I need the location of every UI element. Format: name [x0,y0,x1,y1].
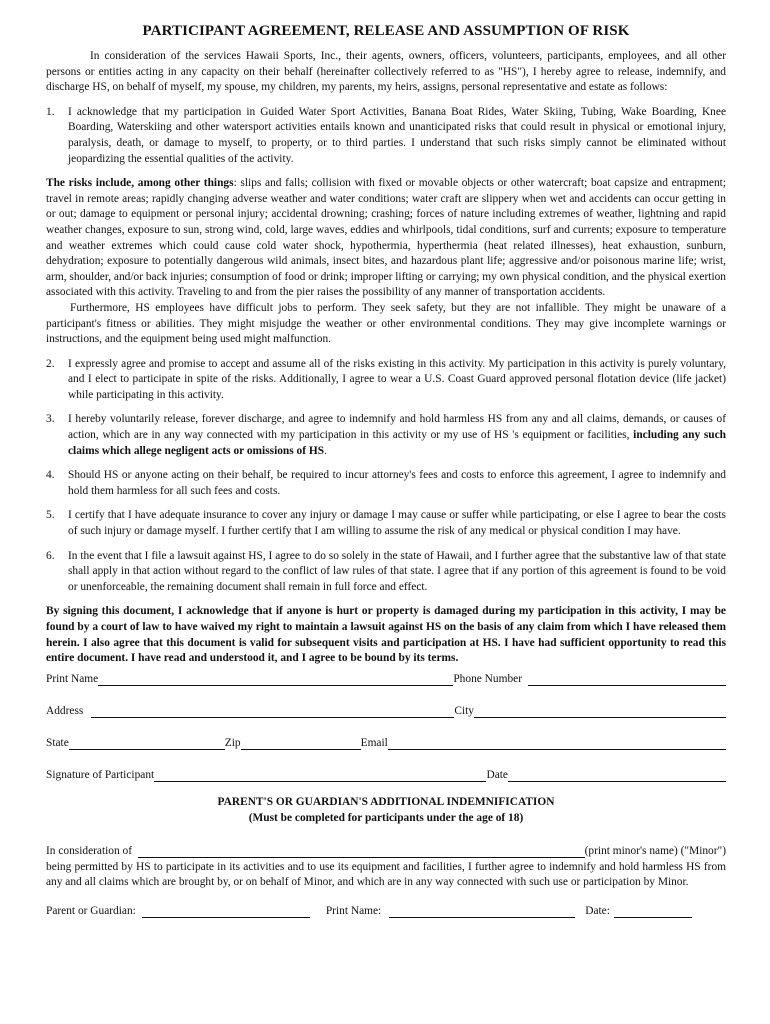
minor-name-field[interactable] [138,845,585,858]
row-state-zip-email [46,736,726,752]
print-name-label: Print Name [46,673,99,686]
zip-label: Zip [224,737,241,750]
clause-number: 3. [46,413,55,426]
row-minor-name [46,844,726,860]
risks-lead: The risks include, among other things [46,177,234,190]
state-label: State [46,737,69,750]
document-title: PARTICIPANT AGREEMENT, RELEASE AND ASSUMPTION OF RISK [142,23,630,39]
email-field[interactable] [388,737,726,750]
city-label: City [454,705,474,718]
phone-number-label: Phone Number [453,673,522,686]
date-label: Date [486,769,508,782]
parent-section-subheading: (Must be completed for participants under the age of 18) [248,811,524,824]
clause-number: 4. [46,469,55,482]
signature-field[interactable] [154,769,486,782]
consideration-lead: In consideration of [46,845,133,858]
clause-text: In the event that I file a lawsuit against HS, I agree to do so solely in the state of Hawaii, and I further agree that the substantive law of that state shall apply in that action without regard to the conflict of law rules of that state. I agree that if any portion of this agreement is found to be void or unenforceable, the remaining document shall remain in full force and effect. [68,549,726,593]
city-field[interactable] [474,705,726,718]
parent-guardian-field[interactable] [142,905,310,918]
clause-text: Should HS or anyone acting on their behalf, be required to incur attorney's fees and costs to enforce this agreement, I agree to indemnify and hold them harmless for all such fees and costs. [68,469,726,497]
clause-number: 5. [46,509,55,522]
date-field[interactable] [508,769,726,782]
furthermore-paragraph: Furthermore, HS employees have difficult jobs to perform. They seek safety, but they are not infallible. They might be unaware of a participant's fitness or abilities. They might misjudge the weather or other environmental conditions. They may give incomplete warnings or instructions, and the equipment being used might malfunction. [46,301,726,346]
email-label: Email [360,737,388,750]
phone-number-field[interactable] [528,673,726,686]
parent-indemnification-text: being permitted by HS to participate in its activities and to use its equipment and facilities, I further agree to indemnify and hold harmless HS from any and all claims which are brought by, or on behalf of Minor, and which are in any way connected with such use or participation by Minor. [46,860,726,889]
clause-3-bold: including any such claims which allege negligent acts or omissions of HS [68,429,726,457]
clause-text: I expressly agree and promise to accept and assume all of the risks existing in this activity. My participation in this activity is purely voluntary, and I elect to participate in spite of the risks. Additionally, I agree to wear a U.S. Coast Guard approved personal flotation device (life jacket) while participating in this activity. [68,357,726,401]
clause-6 [46,549,726,596]
parent-print-name-label: Print Name: [325,905,382,918]
clause-text: I certify that I have adequate insurance to cover any injury or damage I may cause or suffer while participating, or else I agree to bear the costs of such injury or damage myself. I further certify that I am willing to assume the risk of any medical or physical condition I may have. [68,509,726,538]
clause-text [68,412,726,459]
row-signature-date [46,768,726,784]
clause-text: I acknowledge that my participation in Guided Water Sport Activities, Banana Boat Rides, Water Skiing, Tubing, Wake Boarding, Knee Boarding, Waterskiing and other watersport activities entails known and unanticipated risks that could result in physical or emotional injury, paralysis, death, or damage to myself, to property, or to third parties. I understand that such risks simply cannot be eliminated without jeopardizing the essential qualities of the activity. [68,105,726,165]
row-parent-signature [46,904,726,920]
address-field[interactable] [91,705,454,718]
risks-text: : slips and falls; collision with fixed or movable objects or other watercraft; boat capsize and entrapment; travel in remote areas; rapidly changing adverse weather and water conditions; water craft are slippery when wet and accidents can occur getting in or out; damage to equipment or personal injury; accidental drowning; crashing; forces of nature including extremes of weather, lightning and rapid weather changes, exposure to sun, strong wind, cold, large waves, eddies and whirlpools, tidal conditions, surf and currents; exposure to temperature and weather extremes which could cause cold water shock, hypothermia, hyperthermia (heat related illnesses), heat exhaustion, sunburn, dehydration; exposure to potentially dangerous wild animals, insect bites, and hazardous plant life; aggressive and/or poisonous marine life; wrist, arm, shoulder, and/or back injuries; consumption of food or drink; improper lifting or carrying; my own physical condition, and the physical exertion associated with this activity. Traveling to and from the pier raises the possibility of any manner of transportation accidents. [46,177,727,299]
parent-date-label: Date: [585,905,610,918]
parent-guardian-label: Parent or Guardian: [46,905,136,918]
clause-1 [46,105,726,167]
clause-3-tail: . [324,444,327,457]
address-label: Address [46,705,84,718]
signature-label: Signature of Participant [46,769,155,782]
consideration-tail: (print minor's name) ("Minor") [584,845,726,858]
parent-date-field[interactable] [614,905,692,918]
parent-section-heading: PARENT'S OR GUARDIAN'S ADDITIONAL INDEMNIFICATION [217,795,555,808]
clause-number: 6. [46,549,55,562]
row-name-phone [46,672,726,688]
row-address-city [46,704,726,720]
clause-2 [46,357,726,404]
intro-paragraph: In consideration of the services Hawaii Sports, Inc., their agents, owners, officers, volunteers, participants, employees, and all other persons or entities acting in any capacity on their behalf (hereinafter collectively referred to as "HS"), I hereby agree to release, indemnify, and discharge HS, on behalf of myself, my spouse, my children, my parents, my heirs, assigns, personal representative and estate as follows: [46,50,726,94]
zip-field[interactable] [241,737,361,750]
clause-3-text: I hereby voluntarily release, forever discharge, and agree to indemnify and hold harmless HS from any and all claims, demands, or causes of action, which are in any way connected with my participation in this activity or my use of HS 's equipment or facilities, [68,413,726,442]
document-page [46,22,726,920]
clause-number: 2. [46,357,55,370]
state-field[interactable] [69,737,225,750]
clause-5 [46,508,726,539]
clause-3 [46,412,726,459]
print-name-field[interactable] [98,673,453,686]
signing-statement: By signing this document, I acknowledge that if anyone is hurt or property is damaged during my participation in this activity, I may be found by a court of law to have waived my right to maintain a lawsuit against HS on the basis of any claim from which I have released them herein. I also agree that this document is valid for subsequent visits and participation at HS. I have had sufficient opportunity to read this entire document. I have read and understood it, and I agree to be bound by its terms. [46,605,726,665]
risks-paragraph [46,176,726,301]
clause-number: 1. [46,105,55,118]
clause-4 [46,468,726,499]
parent-print-name-field[interactable] [389,905,575,918]
